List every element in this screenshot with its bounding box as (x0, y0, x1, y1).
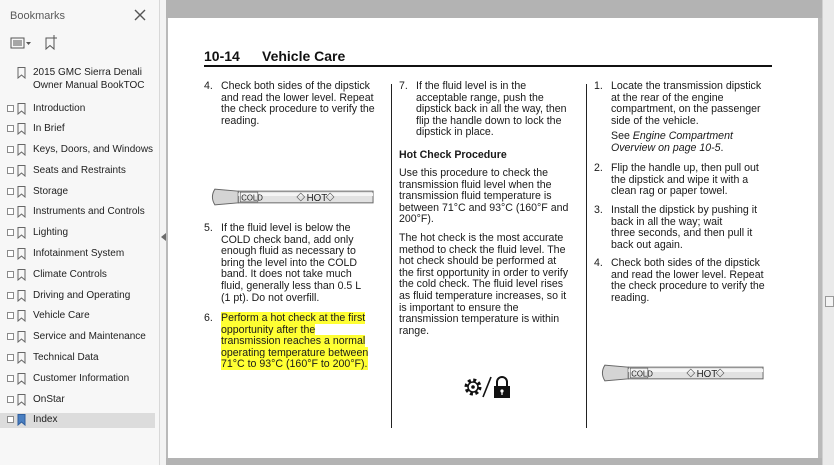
dipstick-cold-label: COLD (631, 369, 653, 379)
item-number: 2. (594, 162, 603, 174)
highlighted-text: transmission reaches a normal (221, 335, 366, 348)
line-text: Locate the transmission dipstick (611, 80, 762, 92)
expand-toggle[interactable] (7, 354, 14, 361)
bookmark-icon (17, 165, 27, 177)
line-text: dipstick in place. (416, 126, 494, 139)
bookmark-icon (17, 103, 27, 115)
expand-toggle[interactable] (7, 208, 14, 215)
item-number: 4. (594, 257, 603, 269)
bookmark-label: Seats and Restraints (33, 165, 126, 176)
item-number: 7. (399, 80, 408, 92)
bookmark-item[interactable] (0, 268, 155, 283)
expand-toggle[interactable] (7, 188, 14, 195)
text-line (611, 293, 649, 305)
bookmarks-title: Bookmarks (10, 10, 66, 22)
dipstick-illustration (209, 185, 375, 209)
bookmark-icon (17, 123, 27, 135)
line-text: the first opportunity in order to verify (399, 266, 568, 279)
bookmark-icon (17, 414, 27, 426)
line-text: transmission fluid temperature is (399, 190, 552, 203)
line-text: transmission fluid level when the (399, 178, 552, 191)
bookmark-label: Technical Data (33, 352, 99, 363)
expand-toggle[interactable] (7, 229, 14, 236)
line-text: compartment, on the passenger (611, 103, 761, 116)
column-divider (586, 84, 587, 428)
bookmark-item[interactable] (0, 330, 155, 345)
expand-toggle[interactable] (7, 396, 14, 403)
line-text: method to check the fluid level. The (399, 243, 566, 256)
line-text: flip the handle down to lock the (416, 114, 562, 127)
bottom-strip (166, 458, 822, 465)
bookmark-icon (17, 394, 27, 406)
cross-reference (611, 143, 724, 155)
bookmark-item[interactable] (0, 122, 155, 137)
line-text: side of the vehicle. (611, 114, 699, 127)
line-text: band. It does not take much (221, 268, 352, 281)
line-text: 200°F). (399, 213, 434, 226)
bookmarks-panel (0, 0, 160, 465)
header-rule (204, 65, 772, 67)
bookmark-label: OnStar (33, 394, 65, 405)
bookmark-item[interactable] (0, 226, 155, 241)
bookmark-item[interactable] (0, 372, 155, 387)
text-line (221, 359, 368, 371)
item-number: 1. (594, 80, 603, 92)
toolbar-strip (166, 0, 822, 18)
bookmark-label: Vehicle Care (33, 310, 90, 321)
bookmark-label: Index (33, 414, 58, 425)
line-text: three seconds, and then pull it (611, 227, 753, 240)
line-text: back out again. (611, 238, 683, 251)
item-number: 5. (204, 222, 213, 234)
item-number: 4. (204, 80, 213, 92)
text-line (611, 186, 728, 198)
bookmark-item[interactable] (0, 185, 155, 200)
bookmark-icon (17, 269, 27, 281)
vertical-scrollbar[interactable] (822, 0, 834, 465)
bookmark-label: Lighting (33, 227, 69, 238)
expand-toggle[interactable] (7, 146, 14, 153)
line-text: COLD check band, add only (221, 233, 354, 246)
line-text: reading. (611, 291, 650, 304)
bookmark-icon (17, 206, 27, 218)
bookmark-label: Climate Controls (33, 269, 107, 280)
bookmark-item[interactable] (0, 102, 155, 117)
bookmark-item[interactable] (0, 351, 155, 366)
see-text: See (611, 130, 633, 143)
document-viewport (166, 0, 822, 465)
bookmark-item[interactable] (0, 289, 155, 304)
highlighted-text: 71°C to 93°C (160°F to 200°F). (221, 358, 368, 371)
line-text: the check procedure to verify the (611, 280, 765, 293)
bookmark-label: Storage (33, 186, 69, 197)
page-number: 10-14 (204, 48, 240, 64)
scrollbar-thumb[interactable] (825, 296, 834, 307)
bookmark-icon (17, 227, 27, 239)
line-text: range. (399, 324, 430, 337)
line-text: fluid, generally less than 0.5 L (221, 280, 362, 292)
line-text: acceptable range, push the (416, 91, 544, 104)
line-text: the cold check. The fluid level rises (399, 278, 564, 291)
bookmark-icon (17, 373, 27, 385)
bookmark-icon (17, 310, 27, 322)
page-header (204, 48, 345, 64)
line-text: hot check should be performed at (399, 255, 557, 268)
line-text: The hot check is the most accurate (399, 232, 564, 244)
bookmark-item[interactable] (0, 309, 155, 324)
close-icon[interactable] (133, 8, 147, 22)
text-line (221, 293, 319, 305)
line-text: (1 pt). Do not overfill. (221, 291, 320, 304)
expand-toggle[interactable] (7, 167, 14, 174)
line-text: at the rear of the engine (611, 91, 724, 104)
bookmark-icon (17, 186, 27, 198)
line-text: dipstick back in all the way, then (416, 103, 567, 116)
dipstick-cold-label: COLD (241, 193, 263, 203)
bookmark-label: 2015 GMC Sierra Denali Owner Manual BookTOC (33, 67, 145, 91)
text-line (611, 240, 683, 252)
dipstick-hot-label: HOT (306, 192, 328, 204)
line-text: Use this procedure to check the (399, 167, 548, 179)
section-title: Vehicle Care (262, 48, 346, 64)
bookmark-item[interactable] (0, 66, 155, 94)
highlighted-text: operating temperature between (221, 346, 369, 359)
line-text: as fluid temperature increases, so it (399, 290, 567, 302)
line-text: reading. (221, 114, 260, 127)
bookmark-icon (17, 331, 27, 343)
bookmark-item[interactable] (0, 413, 155, 428)
options-menu-icon[interactable] (10, 36, 32, 50)
bookmark-item[interactable] (0, 164, 155, 179)
item-number: 6. (204, 312, 213, 324)
bookmark-label: Keys, Doors, and Windows (33, 144, 154, 155)
line-text: is important to ensure the (399, 301, 519, 314)
bookmark-item[interactable] (0, 247, 155, 262)
bookmark-label: Instruments and Controls (33, 206, 145, 217)
line-text: between 71°C and 93°C (160°F and (399, 201, 569, 214)
line-text: Check both sides of the dipstick (611, 257, 760, 269)
expand-toggle[interactable] (7, 292, 14, 299)
expand-toggle[interactable] (7, 416, 14, 423)
line-text: and read the lower level. Repeat (221, 91, 374, 104)
highlighted-text: Perform a hot check at the first (221, 312, 366, 324)
expand-toggle[interactable] (7, 375, 14, 382)
section-heading: Hot Check Procedure (399, 149, 507, 161)
bookmark-icon (17, 290, 27, 302)
bookmark-label: Infotainment System (33, 248, 125, 259)
item-number: 3. (594, 204, 603, 216)
bookmark-item[interactable] (0, 205, 155, 220)
bookmark-label: Customer Information (33, 373, 130, 384)
line-text: If the fluid level is in the (416, 80, 527, 92)
dipstick-illustration (599, 361, 765, 385)
text-line (611, 116, 699, 128)
text-line (221, 313, 365, 325)
text-line (221, 116, 259, 128)
line-text: Flip the handle up, then pull out (611, 162, 759, 174)
bookmark-label: In Brief (33, 123, 65, 134)
bookmark-label: Driving and Operating (33, 290, 131, 301)
gear-lock-icon (461, 373, 517, 401)
line-text: transmission temperature is within (399, 313, 560, 326)
bookmark-label: Service and Maintenance (33, 331, 146, 342)
expand-toggle[interactable] (7, 271, 14, 278)
line-text: clean rag or paper towel. (611, 185, 728, 198)
bookmark-icon (17, 67, 27, 79)
line-text: the check procedure to verify the (221, 103, 375, 116)
bookmark-icon (17, 144, 27, 156)
new-bookmark-icon[interactable] (42, 34, 60, 52)
column-divider (391, 84, 392, 428)
line-text: back in all the way; wait (611, 215, 723, 228)
text-line (399, 326, 429, 338)
bookmark-item[interactable] (0, 393, 155, 408)
line-text: the dipstick and wipe it with a (611, 173, 749, 186)
reference-link[interactable]: Engine Compartment (632, 130, 733, 143)
text-line (399, 214, 434, 226)
line-text: If the fluid level is below the (221, 222, 351, 234)
expand-toggle[interactable] (7, 312, 14, 319)
dipstick-hot-label: HOT (696, 368, 718, 380)
expand-toggle[interactable] (7, 125, 14, 132)
bookmark-icon (17, 248, 27, 260)
line-text: bring the level into the COLD (221, 256, 358, 269)
text-line (416, 127, 494, 139)
expand-toggle[interactable] (7, 250, 14, 257)
bookmark-item[interactable] (0, 143, 155, 158)
expand-toggle[interactable] (7, 333, 14, 340)
bookmark-icon (17, 352, 27, 364)
expand-toggle[interactable] (7, 105, 14, 112)
pdf-page (168, 18, 818, 458)
bookmark-label: Introduction (33, 103, 86, 114)
highlighted-text: opportunity after the (221, 323, 316, 336)
reference-period: . (720, 142, 724, 154)
line-text: Check both sides of the dipstick (221, 80, 370, 92)
line-text: enough fluid as necessary to (221, 245, 356, 258)
reference-link[interactable]: Overview on page 10-5 (611, 142, 721, 154)
line-text: Install the dipstick by pushing it (611, 204, 758, 216)
line-text: and read the lower level. Repeat (611, 268, 764, 281)
